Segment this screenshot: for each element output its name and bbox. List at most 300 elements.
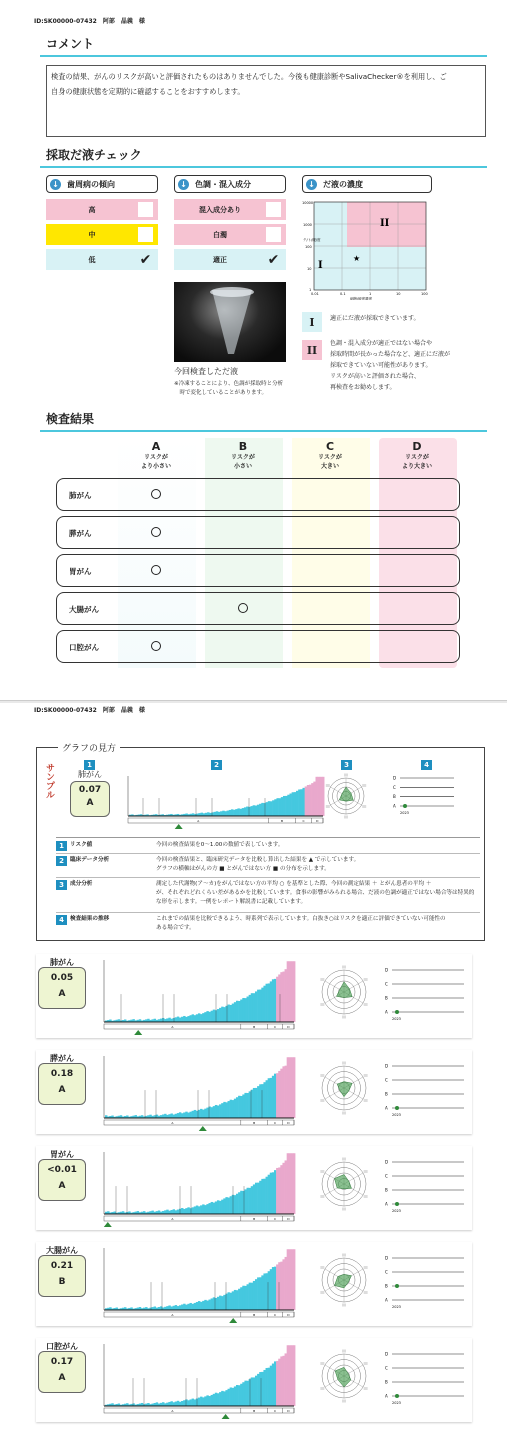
radar-axis-tag bbox=[320, 978, 324, 981]
dist-bar bbox=[253, 1088, 255, 1118]
dist-bar bbox=[263, 1179, 265, 1214]
dist-bar bbox=[302, 788, 304, 816]
radar-shape bbox=[334, 1175, 351, 1189]
trend-date: 2023 bbox=[392, 1401, 401, 1405]
photo-note: ※冷凍することにより、色調が採取時と分析 時で変化していることがあります。 bbox=[174, 381, 284, 396]
dist-bar bbox=[183, 1112, 185, 1118]
dist-bar bbox=[196, 1206, 198, 1214]
dist-bar bbox=[282, 1066, 284, 1118]
dist-bar bbox=[204, 1109, 206, 1118]
dist-bar bbox=[202, 1397, 204, 1406]
comment-text-1: 検査の結果、がんのリスクが高いと評価されたものはありませんでした。今後も健康診断やSalivaChecker®を利用し、ご bbox=[51, 72, 447, 81]
comment-box bbox=[46, 65, 486, 137]
dist-bar bbox=[230, 1100, 232, 1118]
radar-axis-tag bbox=[326, 805, 330, 808]
dist-bar bbox=[219, 1104, 221, 1118]
dist-bar bbox=[274, 1361, 276, 1406]
result-row: 大腸がん bbox=[56, 592, 460, 625]
strip-label: C bbox=[274, 1217, 277, 1221]
dist-bar bbox=[266, 802, 268, 816]
result-row: 膵がん bbox=[56, 516, 460, 549]
dist-bar bbox=[276, 798, 278, 816]
dist-bar bbox=[187, 1400, 189, 1406]
trend-label: A bbox=[385, 1393, 388, 1399]
dist-bar bbox=[282, 972, 284, 1022]
radar-axis-tag bbox=[320, 1362, 324, 1365]
svg-text:10: 10 bbox=[307, 267, 312, 271]
trend-label: D bbox=[385, 1351, 389, 1357]
radar-axis-tag bbox=[320, 1074, 324, 1077]
dist-bar bbox=[196, 1302, 198, 1310]
dist-bar bbox=[192, 1304, 194, 1310]
dist-bar bbox=[255, 1183, 257, 1214]
dist-bar bbox=[257, 805, 259, 816]
card-cancer-name: 膵がん bbox=[50, 1054, 74, 1063]
dist-bar bbox=[223, 1102, 225, 1118]
dist-bar bbox=[266, 1177, 268, 1214]
risk-value-box bbox=[38, 967, 86, 1009]
level-row: 中 bbox=[46, 224, 158, 245]
radar-axis-tag bbox=[342, 1158, 346, 1161]
dist-bar bbox=[179, 1305, 181, 1310]
dist-bar bbox=[291, 1153, 293, 1214]
dist-bar bbox=[213, 1297, 215, 1310]
dist-bar bbox=[274, 979, 276, 1022]
dist-bar bbox=[215, 1201, 217, 1214]
trend-label: B bbox=[393, 794, 396, 800]
dist-bar bbox=[170, 1306, 172, 1310]
dist-bar bbox=[293, 1057, 295, 1118]
trend-label: A bbox=[385, 1105, 388, 1111]
dist-bar bbox=[305, 786, 307, 816]
trend-chart bbox=[384, 1156, 466, 1214]
dist-bar bbox=[168, 1402, 170, 1406]
dist-bar bbox=[170, 1401, 172, 1406]
dist-bar bbox=[183, 1016, 185, 1022]
dist-bar bbox=[221, 1296, 223, 1310]
dist-bar bbox=[293, 961, 295, 1022]
check-mark-icon: ✔ bbox=[139, 251, 152, 268]
dist-bar bbox=[166, 1306, 168, 1310]
dist-bar bbox=[293, 1345, 295, 1406]
distribution-chart bbox=[94, 1052, 304, 1132]
level-row: 混入成分あり bbox=[174, 199, 286, 220]
dist-bar bbox=[280, 1069, 282, 1118]
dist-bar bbox=[230, 1293, 232, 1310]
dist-bar bbox=[259, 990, 261, 1022]
dist-bar bbox=[223, 1391, 225, 1406]
dist-bar bbox=[289, 1345, 291, 1406]
dist-bar bbox=[175, 1017, 177, 1022]
dist-bar bbox=[249, 1283, 251, 1310]
dist-bar bbox=[242, 808, 244, 816]
strip-label: A bbox=[171, 1313, 174, 1317]
column-header-a: A リスクが より小さい bbox=[140, 440, 171, 470]
trend-dot-icon bbox=[395, 1010, 399, 1014]
dist-bar bbox=[194, 1206, 196, 1214]
divider bbox=[40, 55, 487, 57]
dist-bar bbox=[255, 1088, 257, 1118]
risk-value-box bbox=[38, 1159, 86, 1201]
dist-bar bbox=[285, 1257, 287, 1310]
dist-bar bbox=[209, 1396, 211, 1406]
radar-axis-tag bbox=[320, 1099, 324, 1102]
dist-bar bbox=[270, 1366, 272, 1406]
dist-bar bbox=[240, 809, 242, 816]
dist-bar bbox=[253, 993, 255, 1022]
distribution-chart bbox=[94, 956, 304, 1036]
strip-label: D bbox=[287, 1313, 290, 1317]
dist-bar bbox=[289, 1153, 291, 1214]
dist-bar bbox=[189, 1303, 191, 1310]
dist-bar bbox=[253, 1184, 255, 1214]
strip-label: B bbox=[253, 1025, 256, 1029]
strip-label: B bbox=[253, 1121, 256, 1125]
dist-bar bbox=[259, 804, 261, 816]
radar-axis-tag bbox=[320, 1387, 324, 1390]
dist-bar bbox=[238, 1096, 240, 1118]
dist-bar bbox=[247, 1381, 249, 1406]
trend-label: D bbox=[385, 1159, 389, 1165]
dist-bar bbox=[177, 1401, 179, 1406]
dist-bar bbox=[170, 1210, 172, 1214]
comment-text-2: 自身の健康状態を定期的に確認することをおすすめします。 bbox=[51, 87, 245, 96]
dist-bar bbox=[249, 995, 251, 1022]
risk-grade: A bbox=[58, 1085, 66, 1095]
dist-bar bbox=[227, 811, 229, 816]
dist-bar bbox=[248, 807, 250, 816]
dist-bar bbox=[240, 1096, 242, 1118]
result-row: 胃がん bbox=[56, 554, 460, 587]
dist-bar bbox=[292, 792, 294, 816]
dist-bar bbox=[231, 809, 233, 816]
dist-bar bbox=[232, 1004, 234, 1022]
dist-bar bbox=[168, 1305, 170, 1310]
svg-text:I: I bbox=[318, 260, 323, 271]
arrow-down-icon: ↓ bbox=[50, 179, 61, 190]
dist-bar bbox=[240, 1384, 242, 1406]
dist-bar bbox=[270, 1173, 272, 1214]
dist-bar bbox=[276, 977, 278, 1022]
result-marker-icon bbox=[134, 1030, 142, 1035]
column-header-b: B リスクが 小さい bbox=[231, 440, 255, 470]
dist-bar bbox=[209, 1300, 211, 1310]
dist-bar bbox=[278, 1359, 280, 1406]
trend-label: C bbox=[385, 981, 388, 987]
dist-bar bbox=[198, 1301, 200, 1310]
dist-bar bbox=[185, 1112, 187, 1118]
guide-number-4: 4 bbox=[421, 760, 432, 770]
dist-bar bbox=[272, 1172, 274, 1214]
dist-bar bbox=[187, 1304, 189, 1310]
dist-bar bbox=[221, 1200, 223, 1214]
dist-bar bbox=[166, 1018, 168, 1022]
dist-bar bbox=[293, 1249, 295, 1310]
dist-bar bbox=[270, 981, 272, 1022]
saliva-photo bbox=[174, 282, 286, 362]
dist-bar bbox=[293, 1153, 295, 1214]
dist-bar bbox=[185, 1399, 187, 1406]
dist-bar bbox=[221, 1007, 223, 1022]
trend-label: A bbox=[385, 1009, 388, 1015]
dist-bar bbox=[200, 1205, 202, 1214]
dist-bar bbox=[240, 1287, 242, 1310]
guide-number-2: 2 bbox=[211, 760, 222, 770]
cancer-result-card bbox=[36, 1338, 472, 1422]
cancer-result-card bbox=[36, 954, 472, 1038]
dist-bar bbox=[289, 794, 291, 816]
dist-bar bbox=[185, 1305, 187, 1310]
dist-bar bbox=[175, 1114, 177, 1118]
dist-bar bbox=[281, 797, 283, 816]
dist-bar bbox=[230, 1196, 232, 1214]
result-marker-icon bbox=[229, 1318, 237, 1323]
dist-bar bbox=[261, 1372, 263, 1406]
dist-bar bbox=[313, 782, 315, 816]
dist-bar bbox=[206, 1011, 208, 1022]
dist-bar bbox=[189, 1112, 191, 1118]
radar-chart bbox=[322, 772, 370, 820]
checkbox bbox=[138, 202, 153, 217]
cancer-result-card bbox=[36, 1146, 472, 1230]
dist-bar bbox=[272, 800, 274, 816]
radar-axis-tag bbox=[326, 784, 330, 787]
dist-bar bbox=[270, 1078, 272, 1118]
dist-bar bbox=[278, 1071, 280, 1118]
dist-bar bbox=[192, 1014, 194, 1022]
dist-bar bbox=[276, 1073, 278, 1118]
dist-bar bbox=[213, 1010, 215, 1022]
svg-text:10: 10 bbox=[396, 292, 401, 296]
risk-grade: B bbox=[58, 1277, 66, 1287]
dist-bar bbox=[219, 1008, 221, 1022]
dist-bar bbox=[272, 1267, 274, 1310]
dist-bar bbox=[244, 1093, 246, 1118]
dist-bar bbox=[162, 1114, 164, 1118]
strip-label: B bbox=[253, 1217, 256, 1221]
dist-bar bbox=[214, 812, 216, 816]
sample-card: 肺がん 0.07 A bbox=[64, 769, 118, 833]
trend-chart bbox=[384, 1348, 466, 1406]
dist-bar bbox=[276, 1168, 278, 1214]
dist-bar bbox=[187, 1207, 189, 1214]
dist-bar bbox=[192, 1399, 194, 1406]
dist-bar bbox=[206, 1395, 208, 1406]
dist-bar bbox=[235, 809, 237, 816]
dist-bar bbox=[173, 1209, 175, 1214]
result-circle-icon bbox=[151, 489, 161, 499]
dist-bar bbox=[194, 1110, 196, 1118]
dist-bar bbox=[211, 1107, 213, 1118]
dist-bar bbox=[204, 1012, 206, 1022]
dist-bar bbox=[217, 1200, 219, 1214]
dist-bar bbox=[291, 961, 293, 1022]
radar-shape bbox=[335, 1367, 351, 1387]
dist-bar bbox=[251, 993, 253, 1022]
dist-bar bbox=[282, 1163, 284, 1214]
dist-bar bbox=[276, 1361, 278, 1406]
card-cancer-name: 口腔がん bbox=[46, 1342, 78, 1351]
radar-axis-tag bbox=[364, 1170, 368, 1173]
strip-label: B bbox=[253, 1313, 256, 1317]
dist-bar bbox=[247, 997, 249, 1022]
dist-bar bbox=[211, 1298, 213, 1310]
dist-bar bbox=[162, 1402, 164, 1406]
dist-bar bbox=[192, 1111, 194, 1118]
dist-bar bbox=[228, 1198, 230, 1214]
dist-bar bbox=[234, 1099, 236, 1118]
level-row: 低 ✔ bbox=[46, 249, 158, 270]
radar-shape bbox=[339, 787, 353, 801]
strip-label: A bbox=[171, 1025, 174, 1029]
radar-axis-tag bbox=[362, 805, 366, 808]
dist-bar bbox=[187, 1113, 189, 1118]
dist-bar bbox=[285, 969, 287, 1022]
dist-bar bbox=[232, 1291, 234, 1310]
dist-bar bbox=[202, 1301, 204, 1310]
dist-bar bbox=[242, 1191, 244, 1214]
dist-bar bbox=[318, 777, 320, 816]
dist-bar bbox=[225, 1294, 227, 1310]
dist-bar bbox=[177, 1306, 179, 1310]
dist-bar bbox=[291, 1345, 293, 1406]
strip-label: D bbox=[287, 1025, 290, 1029]
radar-axis-tag bbox=[364, 1099, 368, 1102]
dist-bar bbox=[187, 1016, 189, 1022]
dist-bar bbox=[185, 1017, 187, 1022]
dist-bar bbox=[164, 1114, 166, 1118]
radar-axis-tag bbox=[342, 1016, 346, 1019]
dist-bar bbox=[198, 1398, 200, 1406]
dist-bar bbox=[274, 1267, 276, 1310]
risk-value-box bbox=[38, 1063, 86, 1105]
dist-bar bbox=[194, 1399, 196, 1406]
radar-axis-tag bbox=[344, 816, 348, 819]
strip-label: D bbox=[287, 1409, 290, 1413]
dist-bar bbox=[296, 791, 298, 816]
trend-label: C bbox=[385, 1365, 388, 1371]
results-heading: 検査結果 bbox=[46, 412, 95, 426]
dist-bar bbox=[223, 1198, 225, 1214]
trend-label: C bbox=[385, 1173, 388, 1179]
dist-bar bbox=[228, 1292, 230, 1310]
radar-shape bbox=[334, 1274, 351, 1288]
trend-dot-icon bbox=[403, 804, 407, 808]
dist-bar bbox=[253, 1281, 255, 1310]
result-marker-icon bbox=[222, 1414, 230, 1419]
risk-value: 0.18 bbox=[50, 1069, 74, 1079]
trend-label: B bbox=[385, 995, 388, 1001]
guide-number-3: 3 bbox=[341, 760, 352, 770]
dist-bar bbox=[183, 1304, 185, 1310]
strip-label: A bbox=[197, 819, 200, 823]
dist-bar bbox=[287, 961, 289, 1022]
column-header-d: D リスクが より大きい bbox=[401, 440, 432, 470]
dist-bar bbox=[173, 1306, 175, 1310]
dist-bar bbox=[196, 1014, 198, 1022]
trend-date: 2023 bbox=[392, 1209, 401, 1213]
dist-bar bbox=[175, 1305, 177, 1310]
guide-number-1: 1 bbox=[84, 760, 95, 770]
dist-bar bbox=[291, 1249, 293, 1310]
class-strip bbox=[104, 1408, 294, 1413]
trend-label: B bbox=[385, 1379, 388, 1385]
radar-axis-tag bbox=[320, 1003, 324, 1006]
checkbox bbox=[266, 202, 281, 217]
dist-bar bbox=[287, 1153, 289, 1214]
dist-bar bbox=[285, 796, 287, 816]
dist-bar bbox=[202, 1110, 204, 1118]
result-marker-icon bbox=[199, 1126, 207, 1131]
dist-bar bbox=[218, 812, 220, 816]
trend-dot-icon bbox=[395, 1202, 399, 1206]
dist-bar bbox=[215, 1298, 217, 1310]
dist-bar bbox=[200, 1302, 202, 1310]
dist-bar bbox=[298, 789, 300, 816]
radar-axis-tag bbox=[320, 1195, 324, 1198]
dist-bar bbox=[181, 1305, 183, 1310]
dist-bar bbox=[244, 807, 246, 816]
dist-bar bbox=[268, 1368, 270, 1406]
dist-bar bbox=[263, 803, 265, 816]
dist-bar bbox=[261, 1179, 263, 1214]
checkbox bbox=[266, 227, 281, 242]
svg-text:0.1: 0.1 bbox=[340, 292, 346, 296]
dist-bar bbox=[285, 1066, 287, 1118]
dist-bar bbox=[201, 813, 203, 816]
strip-label: A bbox=[171, 1121, 174, 1125]
dist-bar bbox=[219, 1201, 221, 1214]
dist-bar bbox=[234, 1195, 236, 1214]
dist-bar bbox=[278, 974, 280, 1022]
trend-label: A bbox=[385, 1297, 388, 1303]
dist-bar bbox=[242, 1286, 244, 1310]
dist-bar bbox=[236, 1001, 238, 1022]
dist-bar bbox=[219, 1392, 221, 1406]
dist-bar bbox=[291, 1057, 293, 1118]
dist-bar bbox=[173, 1115, 175, 1118]
class-strip bbox=[104, 1312, 294, 1317]
dist-bar bbox=[274, 799, 276, 816]
trend-label: B bbox=[385, 1091, 388, 1097]
dist-bar bbox=[156, 1402, 158, 1406]
dist-bar bbox=[280, 1165, 282, 1214]
dist-bar bbox=[217, 1009, 219, 1022]
dist-bar bbox=[220, 811, 222, 816]
dist-bar bbox=[237, 808, 239, 816]
dist-bar bbox=[204, 1205, 206, 1214]
distribution-chart bbox=[94, 1340, 304, 1420]
dist-bar bbox=[272, 1364, 274, 1406]
radar-axis-tag bbox=[320, 1170, 324, 1173]
dist-bar bbox=[261, 803, 263, 816]
dist-bar bbox=[162, 1018, 164, 1022]
radar-axis-tag bbox=[342, 1062, 346, 1065]
color-panel-header: ↓ 色調・混入成分 bbox=[174, 175, 286, 193]
dist-bar bbox=[244, 1381, 246, 1406]
svg-text:1: 1 bbox=[309, 288, 312, 292]
dist-bar bbox=[249, 1188, 251, 1214]
dist-bar bbox=[202, 1204, 204, 1214]
dist-bar bbox=[168, 1114, 170, 1118]
dist-bar bbox=[253, 805, 255, 816]
radar-axis-tag bbox=[342, 1400, 346, 1403]
dist-bar bbox=[278, 1167, 280, 1214]
result-circle-icon bbox=[151, 527, 161, 537]
result-circle-icon bbox=[151, 641, 161, 651]
dist-bar bbox=[285, 1353, 287, 1406]
result-marker-icon bbox=[104, 1222, 112, 1227]
